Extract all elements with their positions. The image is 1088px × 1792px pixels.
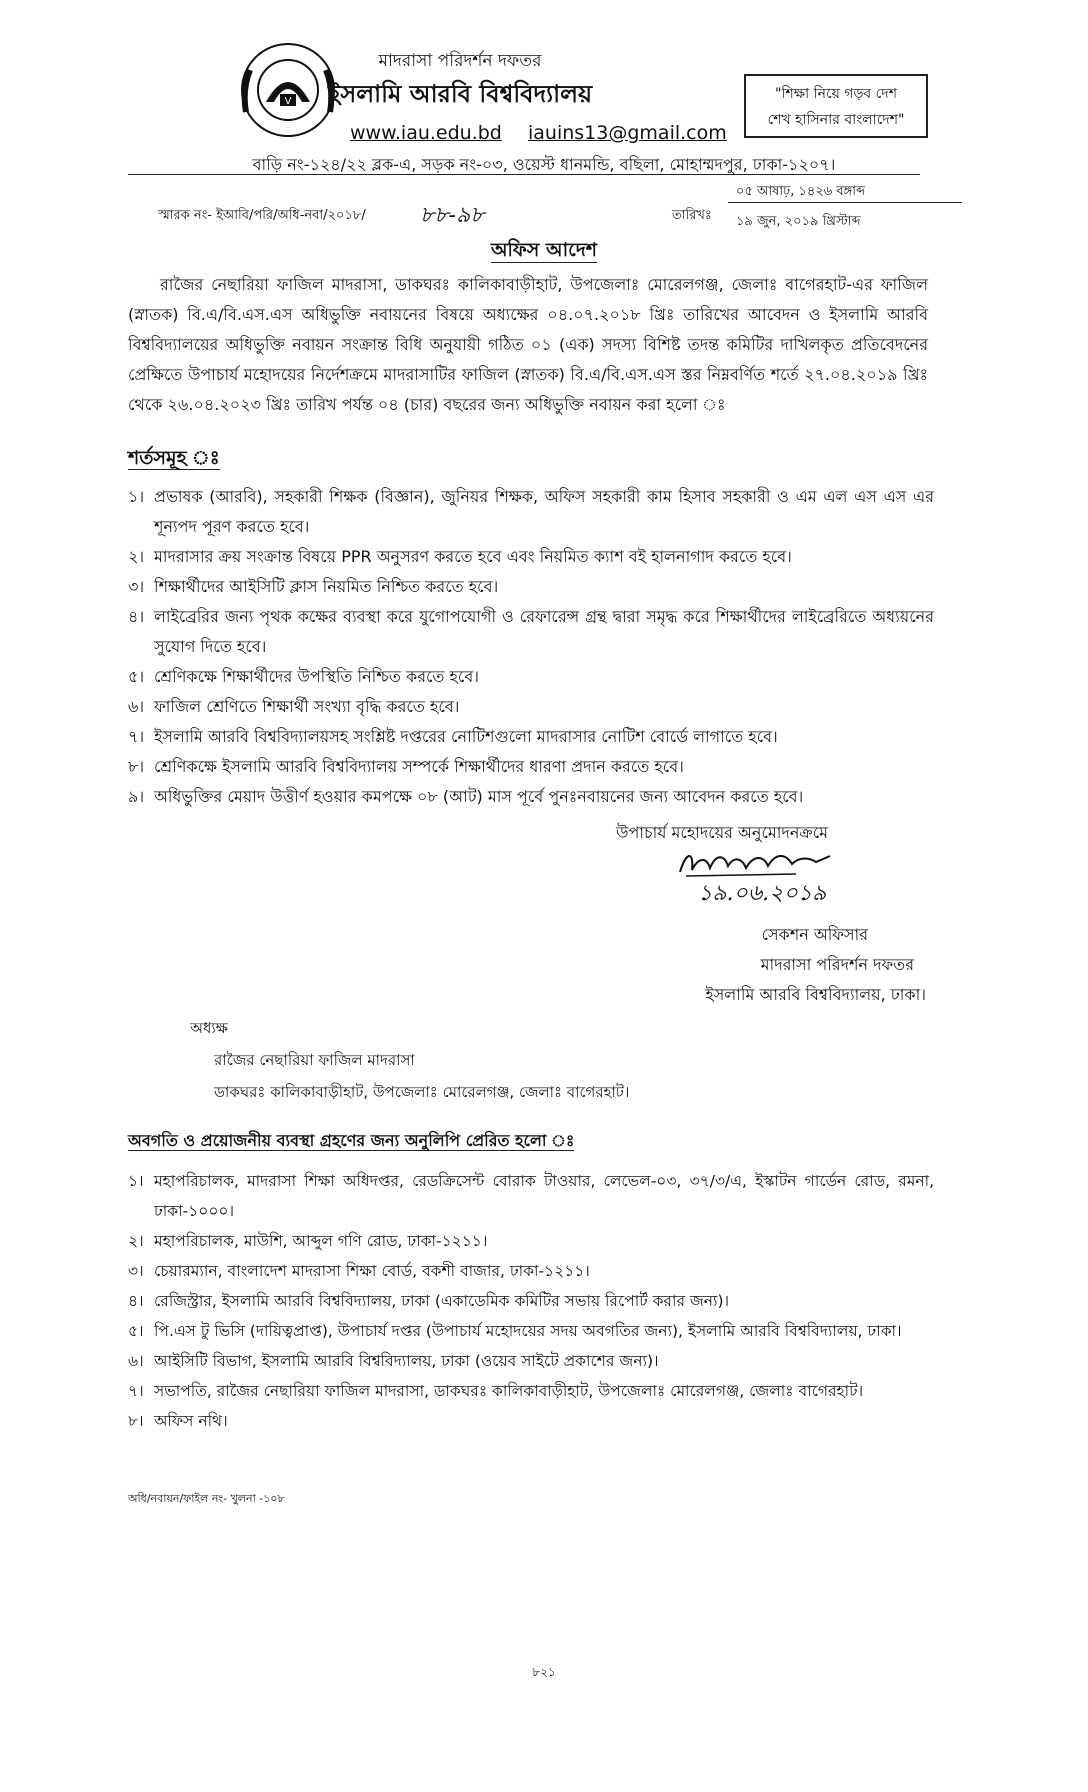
signatory-designation: সেকশন অফিসার (761, 925, 868, 944)
copy-item (128, 1316, 934, 1346)
copy-number: ১। (128, 1172, 144, 1190)
copy-number: ৫। (128, 1322, 144, 1340)
condition-number: ৪। (128, 607, 145, 626)
condition-number: ৩। (128, 577, 145, 596)
addressee-block (190, 1012, 629, 1108)
date-box (728, 178, 962, 232)
condition-number: ৯। (128, 787, 145, 806)
copy-list (128, 1166, 934, 1436)
approval-text: উপাচার্য মহোদয়ের অনুমোদনক্রমে (616, 823, 829, 842)
document-title-text: অফিস আদেশ (491, 239, 597, 261)
university-name: ইসলামি আরবি বিশ্ববিদ্যালয় (327, 80, 593, 108)
condition-text: ইসলামি আরবি বিশ্ববিদ্যালয়সহ সংশ্লিষ্ট দপ্তরের নোটিশগুলো মাদরাসার নোটিশ বোর্ডে লাগাতে হবে। (154, 727, 778, 746)
condition-text: শিক্ষার্থীদের আইসিটি ক্লাস নিয়মিত নিশ্চিত করতে হবে। (154, 577, 499, 596)
copy-item (128, 1256, 934, 1286)
copy-text: আইসিটি বিভাগ, ইসলামি আরবি বিশ্ববিদ্যালয়, ঢাকা (ওয়েব সাইটে প্রকাশের জন্য)। (154, 1352, 659, 1370)
website-link[interactable]: www.iau.edu.bd (350, 122, 502, 144)
condition-text: শ্রেণিকক্ষে ইসলামি আরবি বিশ্ববিদ্যালয় সম্পর্কে শিক্ষার্থীদের ধারণা প্রদান করতে হবে। (154, 757, 684, 776)
header-divider (128, 174, 920, 175)
copy-number: ৩। (128, 1262, 144, 1280)
copy-text: চেয়ারম্যান, বাংলাদেশ মাদরাসা শিক্ষা বোর্ড, বকশী বাজার, ঢাকা-১২১১। (154, 1262, 590, 1280)
signatory-office: মাদরাসা পরিদর্শন দফতর (760, 955, 914, 974)
signatory-details (705, 920, 926, 1010)
copy-heading-text: অবগতি ও প্রয়োজনীয় ব্যবস্থা গ্রহণের জন্য অনুলিপি প্রেরিত হলো ঃ (128, 1131, 575, 1150)
copy-heading (128, 1128, 574, 1155)
copy-number: ২। (128, 1232, 144, 1250)
copy-item (128, 1346, 934, 1376)
copy-text: রেজিস্ট্রার, ইসলামি আরবি বিশ্ববিদ্যালয়, ঢাকা (একাডেমিক কমিটির সভায় রিপোর্ট করার জন্য)। (154, 1292, 730, 1310)
condition-text: লাইব্রেরির জন্য পৃথক কক্ষের ব্যবস্থা করে যুগোপযোগী ও রেফারেন্স গ্রন্থ দ্বারা সমৃদ্ধ করে শিক্ষার্থীদের লাইব্রেরিতে অধ্যয়নের সুযোগ দিতে হবে। (154, 607, 934, 656)
body-paragraph: রাজৈর নেছারিয়া ফাজিল মাদরাসা, ডাকঘরঃ কালিকাবাড়ীহাট, উপজেলাঃ মোরেলগঞ্জ, জেলাঃ বাগেরহাট-এর ফাজিল (স্নাতক) বি.এ/বি.এস.এস অধিভুক্তি নবায়নের বিষয়ে অধ্যক্ষের ০৪.০৭.২০১৮ খ্রিঃ তারিখের আবেদন ও ইসলামি আরবি বিশ্ববিদ্যালয়ের অধিভুক্তি নবায়ন সংক্রান্ত বিধি অনুযায়ী গঠিত ০১ (এক) সদস্য বিশিষ্ট তদন্ত কমিটির দাখিলকৃত প্রতিবেদনের প্রেক্ষিতে উপাচার্য মহোদয়ের নির্দেশক্রমে মাদরাসাটির ফাজিল (স্নাতক) বি.এ/বি.এস.এস স্তর নিম্নবর্ণিত শর্তে ২৭.০৪.২০১৯ খ্রিঃ থেকে ২৬.০৪.২০২৩ খ্রিঃ তারিখ পর্যন্ত ০৪ (চার) বছরের জন্য অধিভুক্তি নবায়ন করা হলো ঃ (128, 275, 928, 414)
condition-text: ফাজিল শ্রেণিতে শিক্ষার্থী সংখ্যা বৃদ্ধি করতে হবে। (154, 697, 460, 716)
university-address: বাড়ি নং-১২৪/২২ ব্লক-এ, সড়ক নং-০৩, ওয়েস্ট ধানমন্ডি, বছিলা, মোহাম্মদপুর, ঢাকা-১২০৭। (252, 155, 836, 174)
condition-number: ১। (128, 487, 145, 506)
condition-text: শ্রেণিকক্ষে শিক্ষার্থীদের উপস্থিতি নিশ্চিত করতে হবে। (154, 667, 479, 686)
date-gregorian: ১৯ জুন, ২০১৯ খ্রিস্টাব্দ (736, 214, 861, 229)
memo-number: স্মারক নং- ইআবি/পরি/অধি-নবা/২০১৮/ (158, 208, 366, 223)
condition-item (128, 572, 934, 602)
condition-number: ৭। (128, 727, 145, 746)
copy-text: সভাপতি, রাজৈর নেছারিয়া ফাজিল মাদরাসা, ডাকঘরঃ কালিকাবাড়ীহাট, উপজেলাঃ মোরেলগঞ্জ, জেলাঃ বাগেরহাট। (154, 1382, 864, 1400)
document-title (0, 236, 1088, 268)
condition-text: অধিভুক্তির মেয়াদ উত্তীর্ণ হওয়ার কমপক্ষে ০৮ (আট) মাস পূর্বে পুনঃনবায়নের জন্য আবেদন করতে হবে। (154, 787, 804, 806)
condition-item (128, 482, 934, 542)
date-label: তারিখঃ (672, 208, 712, 223)
copy-text: পি.এস টু ভিসি (দায়িত্বপ্রাপ্ত), উপাচার্য দপ্তর (উপাচার্য মহোদয়ের সদয় অবগতির জন্য), ইসলামি আরবি বিশ্ববিদ্যালয়, ঢাকা। (154, 1322, 902, 1340)
condition-number: ৬। (128, 697, 145, 716)
date-divider (728, 202, 962, 203)
condition-item (128, 752, 934, 782)
memo-number-handwritten: ৮৮-৯৮ (420, 203, 485, 228)
condition-item (128, 542, 934, 572)
condition-item (128, 782, 934, 812)
condition-text: মাদরাসার ক্রয় সংক্রান্ত বিষয়ে PPR অনুসরণ করতে হবে এবং নিয়মিত ক্যাশ বই হালনাগাদ করতে হবে। (154, 547, 792, 566)
email-link[interactable]: iauins13@gmail.com (528, 122, 727, 144)
slogan-box (744, 74, 928, 138)
condition-number: ৮। (128, 757, 145, 776)
copy-number: ৪। (128, 1292, 144, 1310)
handwritten-date: ১৯.০৬.২০১৯ (698, 881, 827, 906)
copy-item (128, 1226, 934, 1256)
addressee-institution: রাজৈর নেছারিয়া ফাজিল মাদরাসা (214, 1051, 415, 1069)
copy-number: ৬। (128, 1352, 144, 1370)
slogan-line-1: "শিক্ষা নিয়ে গড়ব দেশ (775, 86, 897, 102)
conditions-heading-text: শর্তসমূহ ঃ (128, 447, 220, 469)
copy-item (128, 1406, 934, 1436)
condition-item (128, 602, 934, 662)
copy-item (128, 1376, 934, 1406)
office-name: মাদরাসা পরিদর্শন দফতর (378, 51, 542, 71)
copy-number: ৮। (128, 1412, 144, 1430)
condition-item (128, 692, 934, 722)
condition-text: প্রভাষক (আরবি), সহকারী শিক্ষক (বিজ্ঞান), জুনিয়র শিক্ষক, অফিস সহকারী কাম হিসাব সহকারী ও এম এল এস এস এর শূন্যপদ পূরণ করতে হবে। (154, 487, 934, 536)
date-bangla: ০৫ আষাঢ়, ১৪২৬ বঙ্গাব্দ (736, 184, 866, 199)
handwritten-signature (676, 846, 836, 880)
addressee-title: অধ্যক্ষ (190, 1019, 228, 1037)
file-reference: অধি/নবায়ন/ফাইল নং- খুলনা -১০৮ (128, 1492, 285, 1505)
condition-item (128, 722, 934, 752)
conditions-list (128, 482, 934, 812)
copy-number: ৭। (128, 1382, 144, 1400)
copy-item (128, 1286, 934, 1316)
condition-number: ২। (128, 547, 145, 566)
addressee-address: ডাকঘরঃ কালিকাবাড়ীহাট, উপজেলাঃ মোরেলগঞ্জ, জেলাঃ বাগেরহাট। (214, 1083, 630, 1101)
copy-item (128, 1166, 934, 1226)
conditions-heading (128, 444, 220, 476)
slogan-line-2: শেখ হাসিনার বাংলাদেশ" (767, 112, 905, 128)
copy-text: অফিস নথি। (154, 1412, 228, 1430)
svg-text:V: V (284, 96, 292, 107)
condition-number: ৫। (128, 667, 145, 686)
page-number: ৮২১ (532, 1665, 556, 1679)
signatory-university: ইসলামি আরবি বিশ্ববিদ্যালয়, ঢাকা। (705, 985, 926, 1004)
condition-item (128, 662, 934, 692)
copy-text: মহাপরিচালক, মাউশি, আব্দুল গণি রোড, ঢাকা-১২১১। (154, 1232, 488, 1250)
copy-text: মহাপরিচালক, মাদরাসা শিক্ষা অধিদপ্তর, রেডক্রিসেন্ট বোরাক টাওয়ার, লেভেল-০৩, ৩৭/৩/এ, ইস্কাটন গার্ডেন রোড, রমনা, ঢাকা-১০০০। (154, 1172, 934, 1220)
